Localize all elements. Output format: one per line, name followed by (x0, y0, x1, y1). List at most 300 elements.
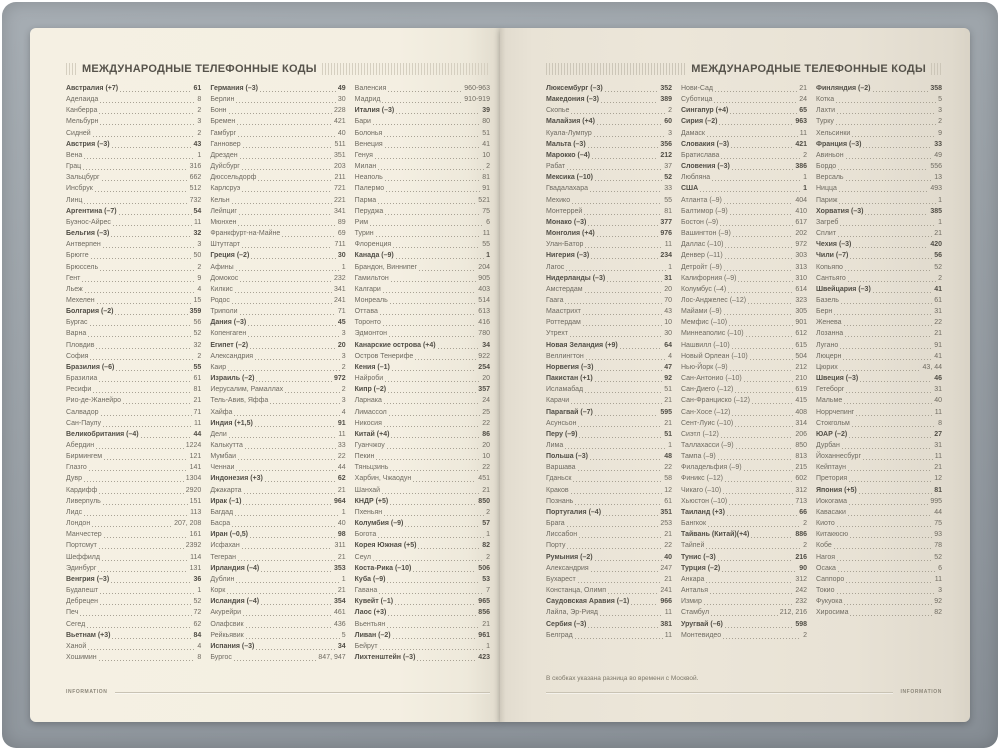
city-row (816, 172, 942, 183)
dot-leader (725, 619, 793, 630)
country-row (210, 529, 345, 540)
city-row (66, 340, 201, 351)
country-row (546, 451, 672, 462)
entry-name: Нашвилл (–10) (681, 341, 730, 349)
entry-name: Турин (354, 230, 374, 238)
footer-rule (115, 692, 490, 693)
dot-leader (413, 473, 476, 484)
city-row (546, 418, 672, 429)
entry-name: Германия (–3) (210, 85, 259, 92)
entry-code: 39 (482, 107, 490, 115)
dot-leader (837, 518, 932, 529)
dot-leader (620, 340, 662, 351)
dot-leader (601, 94, 658, 105)
entry-code: 75 (934, 520, 942, 528)
entry-name: Лимассол (354, 408, 387, 416)
city-row (66, 317, 201, 328)
city-row (816, 295, 942, 306)
entry-name: Бостон (–9) (681, 218, 719, 226)
country-row (546, 172, 672, 183)
entry-code: 416 (478, 319, 490, 327)
page-right (500, 28, 970, 722)
dot-leader (585, 384, 662, 395)
entry-name: Нови-Сад (681, 85, 714, 92)
codes-column-4 (546, 83, 672, 641)
city-row (546, 485, 672, 496)
dot-leader (848, 462, 932, 473)
entry-code: 242 (795, 587, 807, 595)
dot-leader (251, 250, 336, 261)
entry-code: 314 (795, 419, 807, 427)
entry-name: Люксембург (–3) (546, 85, 603, 92)
entry-code: 82 (934, 609, 942, 617)
country-row (546, 429, 672, 440)
entry-code: 254 (478, 363, 490, 371)
city-row (546, 262, 672, 273)
dot-leader (378, 161, 484, 172)
entry-name: Акурейри (210, 609, 242, 617)
entry-code: 10 (482, 151, 490, 159)
dot-leader (729, 496, 793, 507)
entry-name: Лейпциг (210, 207, 237, 215)
city-row (816, 596, 942, 607)
entry-code: 2 (803, 520, 807, 528)
city-row (681, 418, 807, 429)
entry-code: 351 (333, 151, 346, 159)
dot-leader (746, 328, 794, 339)
entry-name: Вена (66, 151, 83, 159)
dot-leader (607, 273, 662, 284)
entry-name: Турция (–2) (681, 564, 721, 572)
dot-leader (390, 462, 480, 473)
entry-code: 404 (795, 196, 807, 204)
entry-name: Венеция (354, 140, 383, 148)
city-row (66, 440, 201, 451)
entry-code: 43 (664, 308, 672, 316)
entry-name: Любляна (681, 174, 711, 182)
entry-code: 965 (478, 598, 490, 606)
entry-code: 41 (482, 140, 490, 148)
country-row (546, 273, 672, 284)
dot-leader (873, 284, 932, 295)
dot-leader (379, 585, 484, 596)
city-row (816, 440, 942, 451)
entry-code: 886 (795, 531, 807, 539)
codes-column-2 (210, 83, 345, 663)
dot-leader (744, 462, 794, 473)
entry-name: Пекин (354, 453, 375, 461)
entry-code: 1 (938, 196, 942, 204)
entry-name: Карлсруэ (210, 185, 241, 193)
entry-code: 780 (478, 330, 490, 338)
entry-code: 30 (337, 252, 346, 260)
entry-name: Хельсинки (816, 129, 851, 137)
entry-name: Канберра (66, 107, 98, 115)
country-row (546, 507, 672, 518)
entry-name: Коста-Рика (–10) (354, 564, 412, 572)
entry-name: Цюрих (816, 363, 838, 371)
city-row (816, 228, 942, 239)
city-row (66, 195, 201, 206)
city-row (210, 228, 345, 239)
entry-name: Рио-де-Жанейро (66, 397, 122, 405)
country-row (681, 529, 807, 540)
dot-leader (850, 607, 932, 618)
city-row (681, 172, 807, 183)
country-row (210, 340, 345, 351)
entry-code: 901 (795, 319, 807, 327)
dot-leader (96, 440, 184, 451)
entry-name: Новая Зеландия (+9) (546, 341, 618, 349)
city-row (66, 94, 201, 105)
entry-name: Лаос (+3) (354, 609, 387, 617)
entry-name: Австралия (+7) (66, 85, 119, 92)
dot-leader (856, 407, 932, 418)
entry-name: Франция (–3) (816, 140, 862, 148)
dot-leader (578, 574, 662, 585)
city-row (66, 384, 201, 395)
city-row (681, 250, 807, 261)
dot-leader (89, 462, 188, 473)
entry-name: Сан-Антонио (–10) (681, 375, 742, 383)
entry-code: 41 (934, 352, 942, 360)
entry-name: Порту (546, 542, 566, 550)
entry-code: 49 (337, 85, 346, 92)
city-row (681, 440, 807, 451)
city-row (355, 262, 490, 273)
dot-leader (584, 206, 662, 217)
city-row (546, 328, 672, 339)
dot-leader (588, 217, 658, 228)
entry-code: 8 (197, 653, 202, 661)
city-row (210, 462, 345, 473)
dot-leader (605, 83, 659, 94)
entry-name: Лахти (816, 107, 836, 115)
entry-code: 91 (482, 185, 490, 193)
entry-code: 11 (934, 408, 942, 416)
city-row (66, 262, 201, 273)
city-row (816, 94, 942, 105)
dot-leader (567, 540, 662, 551)
dot-leader (595, 407, 659, 418)
entry-name: Мексика (–10) (546, 174, 594, 182)
entry-code: 33 (934, 140, 942, 148)
entry-name: Бонн (210, 107, 227, 115)
entry-name: Лайла, Эр-Рияд (546, 609, 598, 617)
entry-code: 55 (193, 363, 202, 371)
city-row (355, 284, 490, 295)
entry-name: Карачи (546, 397, 570, 405)
city-row (681, 351, 807, 362)
dot-leader (715, 83, 797, 94)
dot-leader (631, 596, 658, 607)
entry-code: 11 (934, 575, 942, 583)
dot-leader (413, 563, 476, 574)
entry-name: Ницца (816, 185, 837, 193)
entry-code: 49 (934, 151, 942, 159)
entry-name: Басра (210, 520, 231, 528)
country-row (546, 217, 672, 228)
entry-code: 613 (478, 308, 490, 316)
entry-name: Таллахасси (–9) (681, 442, 734, 449)
entry-code: 24 (799, 96, 807, 104)
entry-code: 86 (482, 430, 490, 438)
entry-name: Калифорния (–9) (681, 274, 737, 282)
dot-leader (586, 351, 666, 362)
city-row (816, 362, 942, 373)
dot-leader (838, 161, 928, 172)
entry-code: 92 (934, 598, 942, 606)
city-row (210, 94, 345, 105)
entry-name: Валенсия (354, 85, 387, 92)
entry-name: Исламабад (546, 386, 584, 394)
country-row (210, 596, 345, 607)
entry-code: 423 (478, 653, 490, 661)
entry-code: 905 (478, 274, 490, 282)
dot-leader (725, 239, 793, 250)
entry-name: Брага (546, 520, 565, 528)
city-row (816, 552, 942, 563)
dot-leader (386, 183, 480, 194)
dot-leader (571, 395, 662, 406)
entry-code: 960-963 (464, 85, 490, 92)
entry-code: 386 (795, 163, 807, 171)
entry-name: Дрезден (210, 151, 238, 159)
entry-name: КНДР (+5) (354, 497, 389, 505)
page-right-footer (546, 689, 942, 695)
entry-code: 421 (333, 118, 346, 126)
dot-leader (393, 630, 477, 641)
dot-leader (838, 228, 932, 239)
country-row (66, 429, 201, 440)
entry-code: 30 (664, 330, 672, 338)
entry-name: Новый Орлеан (–10) (681, 352, 748, 360)
entry-code: 82 (482, 542, 490, 550)
dot-leader (238, 128, 336, 139)
dot-leader (706, 540, 801, 551)
entry-name: Белград (546, 631, 573, 639)
entry-name: Родос (210, 296, 230, 304)
entry-name: Авиньон (816, 151, 844, 159)
entry-code: 21 (664, 397, 672, 405)
entry-name: Миннеаполис (–10) (681, 330, 744, 338)
entry-name: Лиссабон (546, 531, 578, 539)
dot-leader (242, 239, 333, 250)
dot-leader (721, 429, 794, 440)
city-row (66, 250, 201, 261)
dot-leader (390, 295, 477, 306)
city-row (681, 630, 807, 641)
entry-name: Каир (210, 363, 227, 371)
city-row (210, 183, 345, 194)
city-row (681, 574, 807, 585)
entry-code: 6 (486, 218, 490, 226)
dot-leader (706, 574, 793, 585)
city-row (546, 195, 672, 206)
codes-column-5 (681, 83, 807, 641)
entry-name: Пловдив (66, 341, 95, 349)
dot-leader (387, 619, 480, 630)
city-row (816, 105, 942, 116)
dot-leader (285, 384, 340, 395)
entry-name: Тампа (–9) (681, 453, 716, 461)
dot-leader (573, 473, 662, 484)
dot-leader (120, 83, 191, 94)
entry-name: Базель (816, 296, 839, 304)
entry-code: 210 (795, 375, 807, 383)
city-row (681, 239, 807, 250)
entry-name: Болонья (354, 129, 383, 137)
dot-leader (378, 195, 476, 206)
entry-code: 1 (197, 587, 202, 595)
country-row (816, 284, 942, 295)
dot-leader (849, 473, 932, 484)
entry-name: Киото (816, 520, 835, 528)
entry-code: 511 (334, 140, 346, 148)
city-row (681, 295, 807, 306)
city-row (816, 451, 942, 462)
city-row (546, 462, 672, 473)
entry-code: 3 (341, 330, 346, 338)
dot-leader (100, 585, 195, 596)
hatch-decoration (546, 63, 686, 75)
city-row (355, 217, 490, 228)
entry-code: 65 (799, 107, 807, 115)
entry-name: Варшава (546, 464, 576, 472)
city-row (210, 172, 345, 183)
dot-leader (97, 295, 192, 306)
entry-code: 556 (930, 163, 942, 171)
entry-name: Калькутта (210, 442, 243, 449)
city-row (66, 395, 201, 406)
entry-name: Сантьяго (816, 274, 846, 282)
entry-name: Тайвань (Китай)(+4) (681, 531, 750, 539)
dot-leader (595, 172, 662, 183)
entry-name: Хошимин (66, 653, 97, 661)
entry-name: ЮАР (–2) (816, 430, 848, 438)
country-row (546, 228, 672, 239)
entry-code: 311 (334, 542, 346, 550)
dot-leader (93, 128, 196, 139)
dot-leader (119, 206, 192, 217)
country-row (210, 496, 345, 507)
dot-leader (863, 451, 933, 462)
country-row (210, 83, 345, 94)
entry-code: 207, 208 (174, 520, 202, 528)
entry-code: 31 (934, 386, 942, 394)
city-row (66, 150, 201, 161)
city-row (210, 440, 345, 451)
dot-leader (834, 540, 932, 551)
city-row (355, 206, 490, 217)
entry-code: 40 (337, 520, 346, 528)
entry-name: Майами (–9) (681, 308, 722, 316)
city-row (66, 418, 201, 429)
entry-code: 43, 44 (922, 363, 942, 371)
entry-name: Рейкьявик (210, 631, 244, 639)
entry-name: Дуйсбург (210, 163, 240, 171)
entry-name: Лос-Анджелес (–12) (681, 296, 747, 304)
dot-leader (227, 585, 336, 596)
city-row (816, 262, 942, 273)
entry-name: Хорватия (–3) (816, 207, 864, 215)
entry-code: 11 (194, 218, 202, 226)
dot-leader (730, 206, 794, 217)
entry-code: 52 (934, 553, 942, 561)
information-label: INFORMATION (900, 689, 942, 695)
country-row (546, 116, 672, 127)
dot-leader (846, 574, 932, 585)
entry-code: 506 (478, 564, 490, 572)
entry-code: 206 (795, 430, 807, 438)
entry-name: Ресифи (66, 386, 92, 394)
entry-code: 41 (934, 285, 942, 293)
entry-code: 1 (668, 263, 672, 271)
dot-leader (744, 373, 794, 384)
page-right-content (546, 62, 942, 695)
entry-name: Таиланд (+3) (681, 508, 725, 516)
entry-name: Пакистан (+1) (546, 375, 593, 383)
city-row (681, 273, 807, 284)
entry-code: 47 (664, 363, 672, 371)
city-row (546, 440, 672, 451)
city-row (66, 128, 201, 139)
dot-leader (591, 250, 658, 261)
country-row (681, 507, 807, 518)
entry-name: Гаага (546, 296, 564, 304)
dot-leader (834, 306, 932, 317)
dot-leader (242, 183, 332, 194)
city-row (210, 630, 345, 641)
page-title: МЕЖДУНАРОДНЫЕ ТЕЛЕФОННЫЕ КОДЫ (691, 63, 926, 75)
city-row (546, 105, 672, 116)
country-row (816, 485, 942, 496)
entry-code: 62 (337, 475, 346, 483)
dot-leader (597, 116, 662, 127)
dot-leader (722, 563, 797, 574)
entry-code: 2 (197, 129, 202, 137)
city-row (66, 116, 201, 127)
page-left-footer (66, 689, 490, 695)
entry-code: 963 (795, 118, 807, 126)
entry-code: 20 (337, 341, 346, 349)
entry-code: 58 (664, 475, 672, 483)
entry-name: Словения (–3) (681, 163, 730, 171)
entry-name: Женева (816, 319, 842, 327)
entry-name: Балтимор (–9) (681, 207, 728, 215)
country-row (816, 429, 942, 440)
entry-code: 1 (803, 174, 807, 182)
dot-leader (723, 485, 793, 496)
entry-name: Корк (210, 587, 226, 595)
entry-code: 614 (795, 285, 807, 293)
dot-leader (100, 262, 195, 273)
dot-leader (841, 295, 932, 306)
entry-name: Франкфурт-на-Майне (210, 230, 281, 238)
city-row (355, 351, 490, 362)
entry-name: Салвадор (66, 408, 99, 416)
entry-code: 93 (934, 531, 942, 539)
entry-name: Кипр (–2) (354, 386, 387, 394)
entry-name: Загреб (816, 218, 839, 226)
entry-name: Афины (210, 263, 234, 271)
city-row (210, 262, 345, 273)
dot-leader (728, 284, 793, 295)
entry-code: 972 (333, 375, 346, 383)
dot-leader (82, 273, 195, 284)
entry-name: Монтевидео (681, 631, 722, 639)
city-row (355, 619, 490, 630)
